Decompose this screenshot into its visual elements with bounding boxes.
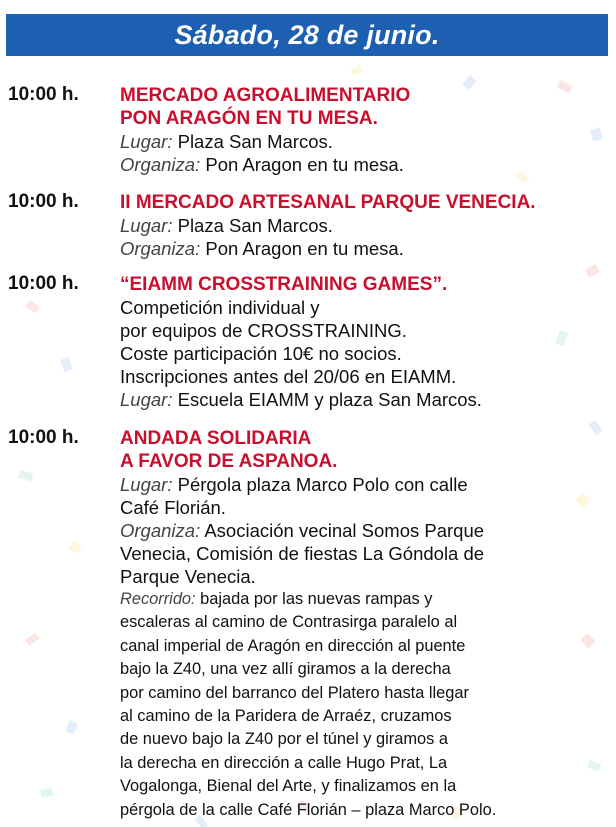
- event-location-cont: Café Florián.: [120, 497, 226, 518]
- event-route-cont: bajo la Z40, una vez allí giramos a la derecha: [120, 660, 451, 679]
- event-route-cont: al camino de la Paridera de Arraéz, cruzamos: [120, 707, 452, 726]
- event-route-cont: escaleras al camino de Contrasirga paralelo al: [120, 613, 458, 632]
- event-time: 10:00 h.: [8, 273, 79, 294]
- event-route: Recorrido: bajada por las nuevas rampas y: [120, 590, 433, 608]
- event-route-cont: la derecha en dirección a calle Hugo Prat, La: [120, 753, 448, 772]
- event-organizer: Organiza: Asociación vecinal Somos Parque: [120, 520, 485, 541]
- event-description-line: Coste participación 10€ no socios.: [120, 343, 402, 364]
- event-location: Lugar: Plaza San Marcos.: [120, 131, 333, 152]
- event-organizer: Organiza: Pon Aragon en tu mesa.: [120, 154, 404, 175]
- event-route-cont: Vogalonga, Bienal del Arte, y finalizamos en la: [120, 777, 457, 796]
- event-location: Lugar: Plaza San Marcos.: [120, 215, 333, 236]
- event-title: II MERCADO ARTESANAL PARQUE VENECIA.: [120, 192, 536, 213]
- event-location: Lugar: Pérgola plaza Marco Polo con calle: [120, 474, 468, 495]
- event-organizer-cont: Parque Venecia.: [120, 566, 256, 587]
- event-title: “EIAMM CROSSTRAINING GAMES”.: [120, 274, 448, 295]
- event-time: 10:00 h.: [8, 427, 79, 448]
- event-description-line: Competición individual y: [120, 297, 320, 318]
- event-route-cont: pérgola de la calle Café Florián – plaza Marco Polo.: [120, 800, 497, 819]
- event-route-cont: de nuevo bajo la Z40 por el túnel y giramos a: [120, 730, 449, 749]
- event-description-line: Inscripciones antes del 20/06 en EIAMM.: [120, 366, 457, 387]
- event-organizer-cont: Venecia, Comisión de fiestas La Góndola de: [120, 543, 485, 564]
- event-time: 10:00 h.: [8, 84, 79, 105]
- date-banner: [6, 14, 608, 56]
- event-time: 10:00 h.: [8, 191, 79, 212]
- event-title: A FAVOR DE ASPANOA.: [120, 451, 338, 472]
- event-location: Lugar: Escuela EIAMM y plaza San Marcos.: [120, 389, 482, 410]
- event-organizer: Organiza: Pon Aragon en tu mesa.: [120, 238, 404, 259]
- event-title: MERCADO AGROALIMENTARIO: [120, 85, 411, 106]
- event-description-line: por equipos de CROSSTRAINING.: [120, 320, 407, 341]
- event-route-cont: canal imperial de Aragón en dirección al puente: [120, 636, 466, 655]
- date-title: Sábado, 28 de junio.: [174, 19, 440, 50]
- event-route-cont: por camino del barranco del Platero hasta llegar: [120, 683, 469, 702]
- event-title: ANDADA SOLIDARIA: [120, 428, 312, 449]
- event-title: PON ARAGÓN EN TU MESA.: [120, 108, 378, 129]
